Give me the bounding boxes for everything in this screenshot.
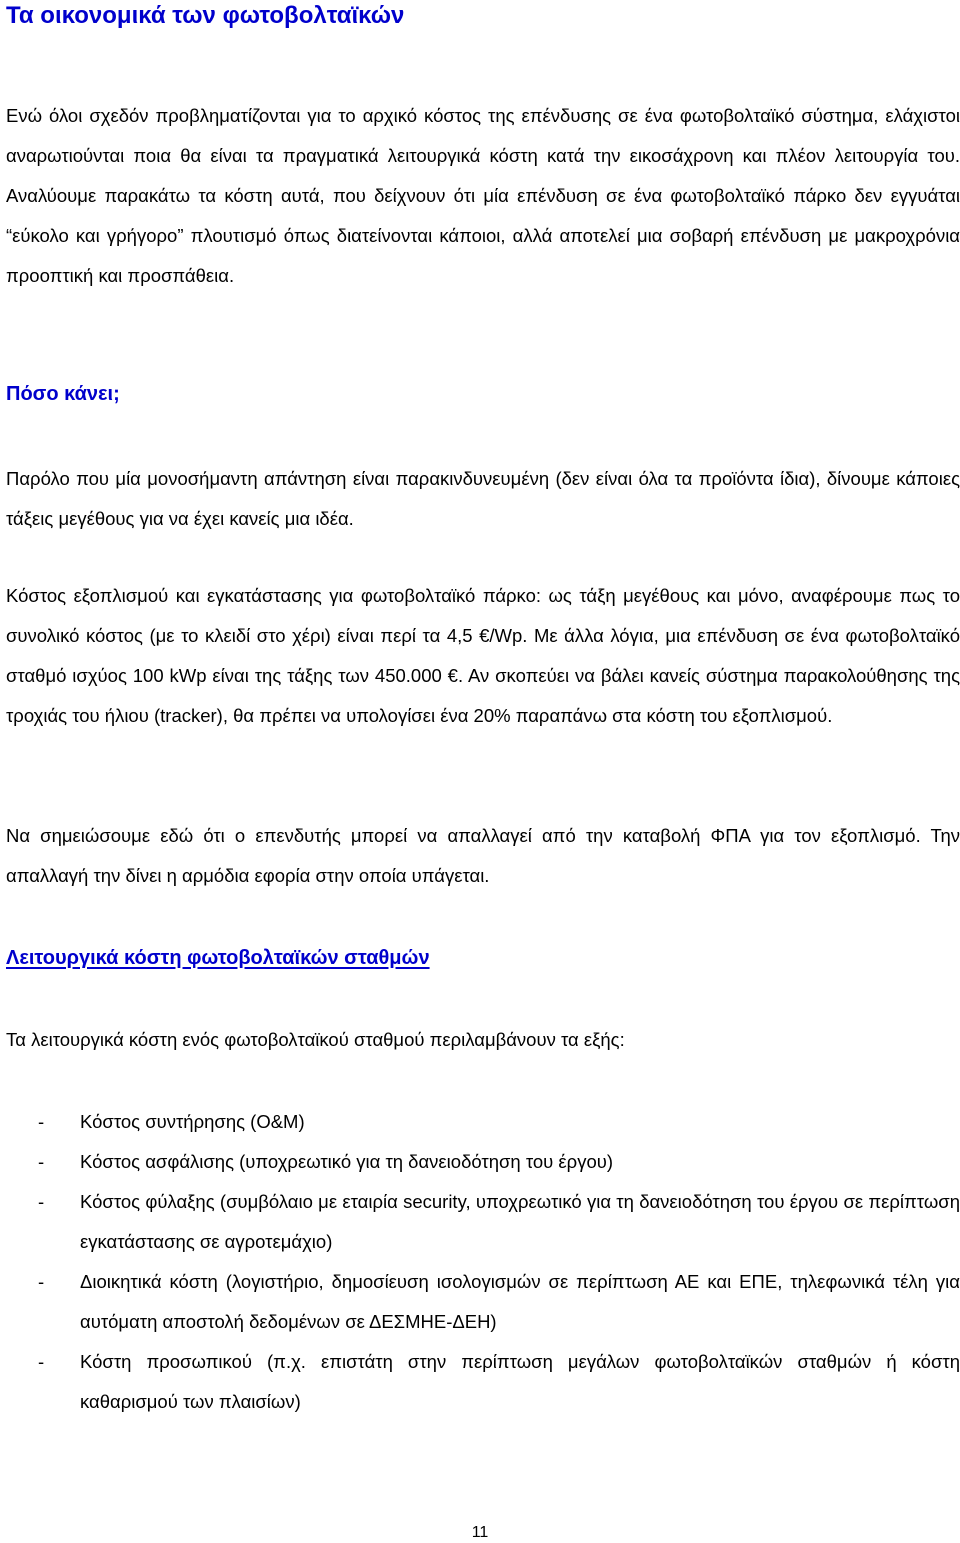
cost-paragraph-1: Παρόλο που μία μονοσήμαντη απάντηση είναι παρακινδυνευμένη (δεν είναι όλα τα προϊόντα ίδια), δίνουμε κάποιες τάξεις μεγέθους για να έχει κανείς μια ιδέα. [6,468,960,529]
vat-paragraph: Να σημειώσουμε εδώ ότι ο επενδυτής μπορεί να απαλλαγεί από την καταβολή ΦΠΑ για τον εξοπλισμό. Την απαλλαγή την δίνει η αρμόδια εφορία στην οποία υπάγεται. [6,825,960,886]
operating-costs-intro: Τα λειτουργικά κόστη ενός φωτοβολταϊκού σταθμού περιλαμβάνουν τα εξής: [6,1029,625,1050]
list-bullet: - [38,1351,45,1372]
list-bullet: - [38,1111,45,1132]
cost-paragraph-2: Κόστος εξοπλισμού και εγκατάστασης για φωτοβολταϊκό πάρκο: ως τάξη μεγέθους και μόνο, αναφέρουμε πως το συνολικό κόστος (με το κλειδί στο χέρι) είναι περί τα 4,5 €/Wp. Με άλλα λόγια, μια επένδυση σε ένα φωτοβολταϊκό σταθμό ισχύος 100 kWp είναι της τάξης των 450.000 €. Αν σκοπεύει να βάλει κανείς σύστημα παρακολούθησης της τροχιάς του ήλιου (tracker), θα πρέπει να υπολογίσει ένα 20% παραπάνω στα κόστη του εξοπλισμού. [6,585,960,726]
list-bullet: - [38,1151,45,1172]
list-item-text: Διοικητικά κόστη (λογιστήριο, δημοσίευση ισολογισμών σε περίπτωση ΑΕ και ΕΠΕ, τηλεφωνικά τέλη για αυτόματη αποστολή δεδομένων σε ΔΕΣΜΗΕ-ΔΕΗ) [80,1271,960,1332]
section-heading-cost: Πόσο κάνει; [6,383,120,405]
intro-paragraph: Ενώ όλοι σχεδόν προβληματίζονται για το αρχικό κόστος της επένδυσης σε ένα φωτοβολταϊκό σύστημα, ελάχιστοι αναρωτιούνται ποια θα είναι τα πραγματικά λειτουργικά κόστη κατά την εικοσάχρονη και πλέον λειτουργία του. Αναλύουμε παρακάτω τα κόστη αυτά, που δείχνουν ότι μία επένδυση σε ένα φωτοβολταϊκό πάρκο δεν εγγυάται “εύκολο και γρήγορο” πλουτισμό όπως διατείνονται κάποιοι, αλλά αποτελεί μια σοβαρή επένδυση με μακροχρόνια προοπτική και προσπάθεια. [6,105,960,286]
list-item [6,1142,960,1182]
document-title: Τα οικονομικά των φωτοβολταϊκών [6,2,405,29]
list-bullet: - [38,1191,45,1212]
list-item [6,1342,960,1422]
list-item-text: Κόστος συντήρησης (O&M) [80,1111,305,1132]
section-heading-operating-costs: Λειτουργικά κόστη φωτοβολταϊκών σταθμών [6,947,430,969]
operating-costs-list [6,1102,960,1422]
list-item-text: Κόστος φύλαξης (συμβόλαιο με εταιρία security, υποχρεωτικό για τη δανειοδότηση του έργου σε περίπτωση εγκατάστασης σε αγροτεμάχιο) [80,1191,960,1252]
list-item [6,1182,960,1262]
list-item-text: Κόστη προσωπικού (π.χ. επιστάτη στην περίπτωση μεγάλων φωτοβολταϊκών σταθμών ή κόστη καθαρισμού των πλαισίων) [80,1351,960,1412]
list-item [6,1102,960,1142]
page-number: 11 [471,1524,489,1541]
list-bullet: - [38,1271,45,1292]
list-item [6,1262,960,1342]
list-item-text: Κόστος ασφάλισης (υποχρεωτικό για τη δανειοδότηση του έργου) [80,1151,614,1172]
